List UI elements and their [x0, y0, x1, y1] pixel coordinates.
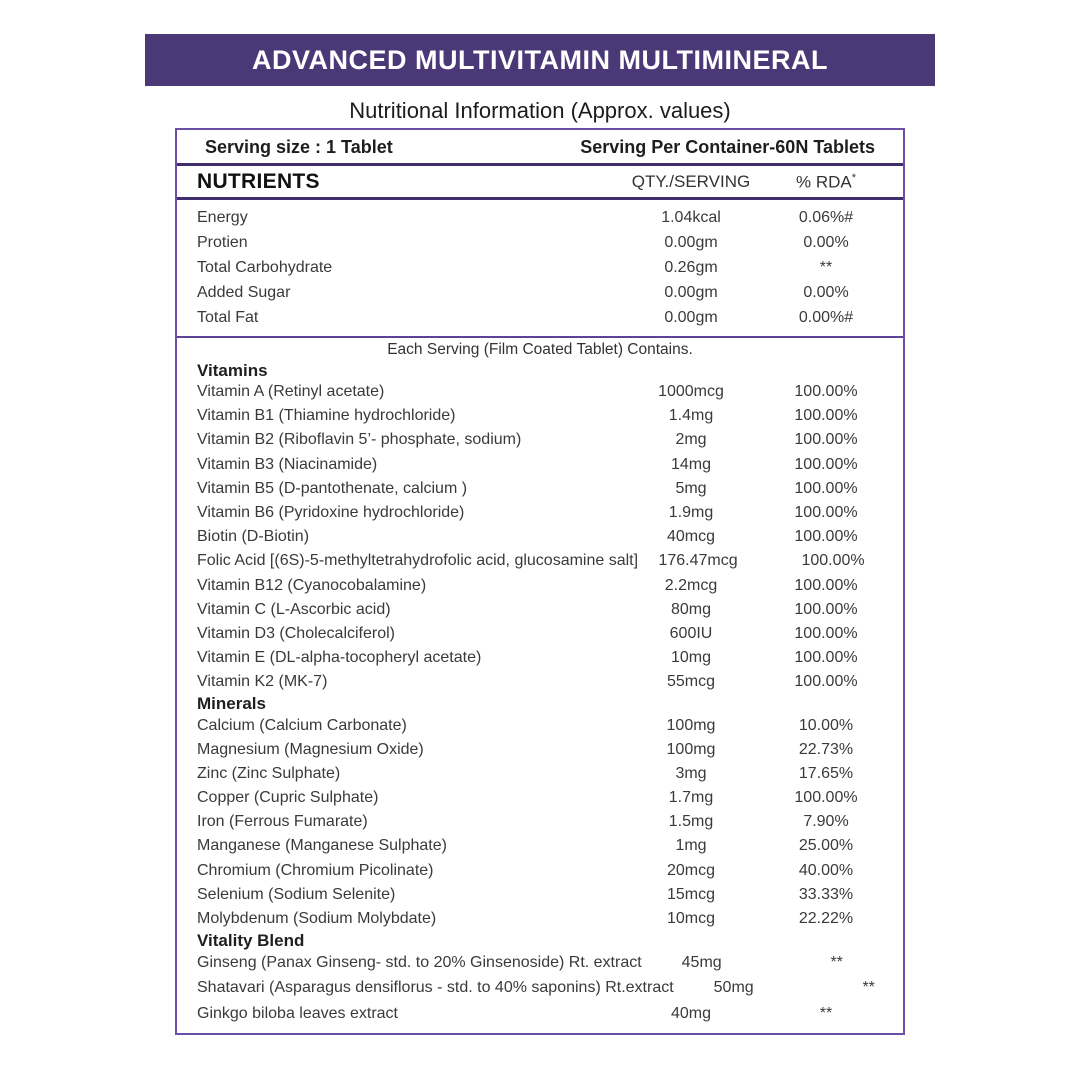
nutrient-qty: 1.04kcal — [661, 208, 721, 226]
nutrient-qty: 1.7mg — [668, 789, 714, 807]
nutrient-label: Selenium (Sodium Selenite) — [197, 885, 396, 903]
nutrient-label: Folic Acid [(6S)-5-methyltetrahydrofolic acid, glucosamine salt] — [197, 552, 639, 570]
nutrient-row — [177, 834, 903, 858]
nutrient-rda: 10.00% — [798, 716, 854, 734]
nutrient-row — [177, 574, 903, 598]
nutrient-qty: 50mg — [713, 979, 754, 997]
nutrient-qty: 0.00gm — [664, 283, 718, 301]
nutrient-rda: 17.65% — [798, 764, 854, 782]
nutrient-row — [177, 230, 903, 255]
nutrient-qty: 1.4mg — [668, 407, 714, 425]
serving-row — [177, 130, 903, 163]
nutrient-label: Vitamin B6 (Pyridoxine hydrochloride) — [197, 504, 465, 522]
nutrient-label: Vitamin E (DL-alpha-tocopheryl acetate) — [197, 649, 482, 667]
nutrient-rda: ** — [862, 979, 875, 997]
minerals-section-title: Minerals — [197, 694, 266, 714]
nutrient-rda: 7.90% — [803, 813, 849, 831]
nutrient-row — [177, 380, 903, 404]
serving-size-label: Serving size : 1 Tablet — [205, 137, 393, 157]
nutrient-row — [177, 713, 903, 737]
nutrient-rda: 100.00% — [801, 552, 865, 570]
nutrient-label: Iron (Ferrous Fumarate) — [197, 813, 368, 831]
nutrient-row — [177, 255, 903, 280]
nutrient-qty: 10mcg — [666, 910, 716, 928]
nutrient-label: Chromium (Chromium Picolinate) — [197, 861, 434, 879]
nutrient-qty: 15mcg — [666, 885, 716, 903]
nutrient-row — [177, 950, 903, 976]
nutrient-qty: 20mcg — [666, 861, 716, 879]
nutrient-label: Magnesium (Magnesium Oxide) — [197, 740, 424, 758]
rda-column-header — [751, 172, 901, 193]
each-serving-note: Each Serving (Film Coated Tablet) Contains. — [387, 341, 693, 358]
nutrient-rda: 0.00%# — [798, 308, 854, 326]
nutrient-label: Manganese (Manganese Sulphate) — [197, 837, 447, 855]
nutrient-row — [177, 670, 903, 694]
nutrient-label: Total Carbohydrate — [197, 258, 333, 276]
nutrient-row — [177, 453, 903, 477]
nutrient-qty: 1000mcg — [658, 383, 724, 401]
nutrient-row — [177, 280, 903, 305]
nutrient-row — [177, 549, 903, 573]
minerals-rows — [177, 713, 903, 931]
nutrient-label: Vitamin B1 (Thiamine hydrochloride) — [197, 407, 456, 425]
nutrient-row — [177, 428, 903, 452]
nutrient-label: Energy — [197, 208, 248, 226]
nutrient-row — [177, 598, 903, 622]
nutrient-qty: 0.00gm — [664, 233, 718, 251]
nutrient-label: Calcium (Calcium Carbonate) — [197, 716, 407, 734]
nutrient-label: Zinc (Zinc Sulphate) — [197, 764, 341, 782]
qty-column-header: QTY./SERVING — [631, 172, 751, 191]
nutrient-label: Ginseng (Panax Ginseng- std. to 20% Ginsenoside) Rt. extract — [197, 953, 642, 971]
nutrient-label: Ginkgo biloba leaves extract — [197, 1004, 398, 1022]
nutrient-rda: 22.73% — [798, 740, 854, 758]
nutritional-info-subtitle: Nutritional Information (Approx. values) — [349, 98, 731, 123]
nutrient-rda: 100.00% — [794, 455, 858, 473]
nutrient-rda: 100.00% — [794, 504, 858, 522]
nutrient-rda: 100.00% — [794, 576, 858, 594]
nutrient-rda: ** — [830, 953, 843, 971]
nutrient-row — [177, 1001, 903, 1027]
nutrient-qty: 2mg — [675, 431, 707, 449]
nutrient-qty: 40mg — [670, 1004, 712, 1022]
vitamins-rows — [177, 380, 903, 694]
nutrient-rda: 100.00% — [794, 479, 858, 497]
nutrient-row — [177, 762, 903, 786]
nutrient-qty: 0.00gm — [664, 308, 718, 326]
nutrient-row — [177, 525, 903, 549]
nutrient-row — [177, 883, 903, 907]
nutrient-row — [177, 738, 903, 762]
rda-asterisk: * — [851, 171, 856, 184]
nutrient-qty: 14mg — [670, 455, 712, 473]
nutrient-rda: 0.06%# — [798, 208, 854, 226]
nutrient-row — [177, 622, 903, 646]
nutrient-label: Vitamin B3 (Niacinamide) — [197, 455, 378, 473]
nutrient-rda: 40.00% — [798, 861, 854, 879]
nutrient-row — [177, 786, 903, 810]
nutrient-row — [177, 501, 903, 525]
nutrient-rda: 0.00% — [803, 233, 849, 251]
nutrient-label: Copper (Cupric Sulphate) — [197, 789, 379, 807]
nutrient-rda: 100.00% — [794, 649, 858, 667]
nutrients-column-header: NUTRIENTS — [197, 170, 320, 193]
nutrient-label: Vitamin B5 (D-pantothenate, calcium ) — [197, 479, 468, 497]
nutrient-qty: 1.9mg — [668, 504, 714, 522]
nutrient-label: Protien — [197, 233, 248, 251]
nutrient-qty: 55mcg — [666, 673, 716, 691]
nutrient-qty: 100mg — [666, 716, 716, 734]
nutrient-rda: 100.00% — [794, 407, 858, 425]
nutrient-label: Total Fat — [197, 308, 259, 326]
nutrient-qty: 100mg — [666, 740, 716, 758]
nutrient-qty: 80mg — [670, 600, 712, 618]
nutrient-rda: 100.00% — [794, 383, 858, 401]
nutrient-qty: 600IU — [669, 624, 713, 642]
nutrient-label: Vitamin B12 (Cyanocobalamine) — [197, 576, 427, 594]
section-vitamins — [177, 361, 903, 694]
serving-per-container-label: Serving Per Container-60N Tablets — [580, 137, 875, 157]
vitamins-section-title: Vitamins — [197, 361, 268, 380]
nutrient-label: Vitamin C (L-Ascorbic acid) — [197, 600, 391, 618]
nutrient-rda: 100.00% — [794, 528, 858, 546]
nutrient-rda: 100.00% — [794, 789, 858, 807]
product-title-banner — [145, 34, 935, 86]
nutrient-label: Vitamin A (Retinyl acetate) — [197, 383, 385, 401]
ingredient-sections — [177, 361, 903, 1033]
nutrient-qty: 5mg — [675, 479, 707, 497]
rda-label: % RDA — [795, 172, 852, 192]
nutrition-facts-box — [175, 128, 905, 1035]
nutrient-rda: 100.00% — [794, 624, 858, 642]
nutrient-row — [177, 305, 903, 330]
nutrient-rda: ** — [819, 258, 833, 276]
nutrient-row — [177, 205, 903, 230]
nutrient-label: Vitamin D3 (Cholecalciferol) — [197, 624, 395, 642]
nutrient-rda: 100.00% — [794, 600, 858, 618]
nutrient-rda: 25.00% — [798, 837, 854, 855]
nutrient-rda: 0.00% — [803, 283, 849, 301]
vitality-section-title: Vitality Blend — [197, 931, 305, 951]
nutrient-qty: 3mg — [675, 764, 707, 782]
nutrient-row — [177, 859, 903, 883]
nutrient-row — [177, 477, 903, 501]
nutrient-row — [177, 404, 903, 428]
nutrient-rda: 100.00% — [794, 431, 858, 449]
nutrients-header-row — [177, 166, 903, 197]
nutrient-rda: ** — [819, 1004, 833, 1022]
nutrient-rda: 33.33% — [798, 885, 854, 903]
nutrient-qty: 0.26gm — [664, 258, 718, 276]
nutrient-qty: 40mcg — [666, 528, 716, 546]
nutrient-label: Vitamin K2 (MK-7) — [197, 673, 328, 691]
nutrient-row — [177, 646, 903, 670]
section-vitality-blend — [177, 931, 903, 1027]
nutrient-row — [177, 907, 903, 931]
nutrient-qty: 1mg — [675, 837, 707, 855]
nutrient-label: Vitamin B2 (Riboflavin 5’- phosphate, sodium) — [197, 431, 522, 449]
nutrient-qty: 45mg — [681, 953, 722, 971]
nutrient-rda: 22.22% — [798, 910, 854, 928]
nutrient-row — [177, 976, 903, 1002]
product-title: ADVANCED MULTIVITAMIN MULTIMINERAL — [252, 44, 828, 75]
nutrient-label: Biotin (D-Biotin) — [197, 528, 310, 546]
nutrient-label: Molybdenum (Sodium Molybdate) — [197, 910, 437, 928]
nutrient-label: Added Sugar — [197, 283, 291, 301]
nutrient-row — [177, 810, 903, 834]
nutrient-qty: 1.5mg — [668, 813, 714, 831]
macros-rows — [177, 200, 903, 336]
vitality-rows — [177, 950, 903, 1027]
nutrient-label: Shatavari (Asparagus densiflorus - std. to 40% saponins) Rt.extract — [197, 979, 674, 997]
nutrient-rda: 100.00% — [794, 673, 858, 691]
nutrient-qty: 176.47mcg — [658, 552, 738, 570]
nutrient-qty: 10mg — [670, 649, 712, 667]
nutrient-qty: 2.2mcg — [664, 576, 718, 594]
section-minerals — [177, 694, 903, 931]
